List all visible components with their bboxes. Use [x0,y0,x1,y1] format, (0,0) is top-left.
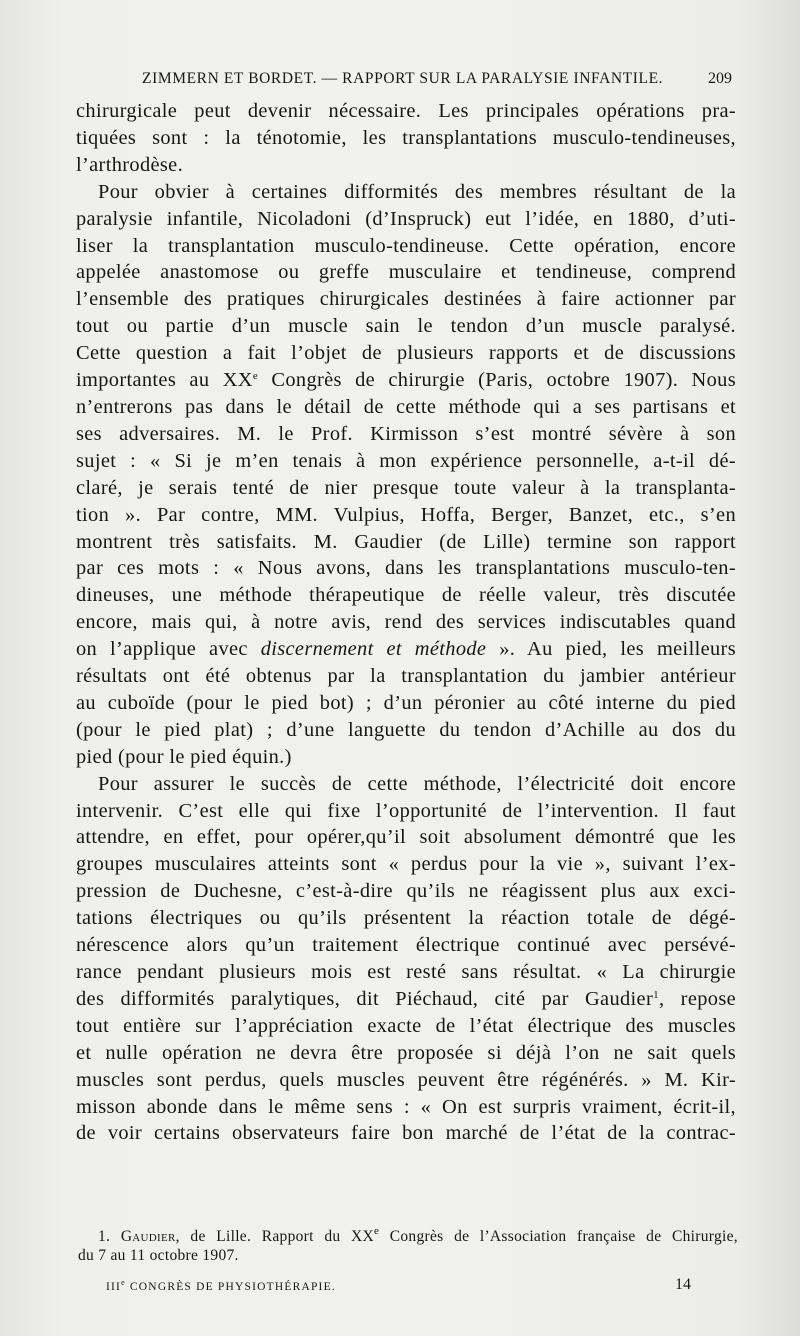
text-line: tout entière sur l’appréciation exacte de l’état électrique des muscles [76,1014,736,1037]
text-line: appelée anastomose ou greffe musculaire et tendineuse, comprend [76,261,736,284]
sheet-number: 14 [675,1276,691,1293]
text-line: et nulle opération ne devra être proposée si déjà l’on ne sait quels [76,1041,736,1064]
text-line: montrent très satisfaits. M. Gaudier (de Lille) termine son rapport [76,530,736,553]
page-header [0,70,800,100]
footnote-line [78,1225,738,1247]
text-line: Pour assurer le succès de cette méthode, l’électricité doit encore [98,772,736,795]
italic-phrase: discernement et méthode [260,638,487,661]
text-fragment: , de Lille. Rapport du XX [175,1228,374,1245]
printer-signature [106,1278,336,1293]
text-fragment: des difformités paralytiques, dit Piéchaud, cité par Gaudier [76,987,654,1010]
text-fragment: on l’applique avec [76,638,261,661]
text-line: n’entrerons pas dans le détail de cette méthode qui a ses partisans et [76,395,736,418]
text-line: intervenir. C’est elle qui fixe l’opportunité de l’intervention. Il faut [76,799,736,822]
text-line: claré, je serais tenté de nier presque toute valeur à la transplanta- [76,476,736,499]
signature-text: CONGRÈS DE PHYSIOTHÉRAPIE. [125,1281,336,1293]
text-line: tations électriques ou qu’ils présentent la réaction totale de dégé- [76,907,736,930]
text-line [76,367,736,394]
text-line: ses adversaires. M. le Prof. Kirmisson s’est montré sévère à son [76,422,736,445]
text-fragment: Congrès de chirurgie (Paris, octobre 1907). Nous [258,369,736,392]
signature-numeral: III [106,1281,122,1293]
text-line: Cette question a fait l’objet de plusieurs rapports et de discussions [76,342,736,365]
text-fragment: importantes au XX [76,369,253,392]
text-line: muscles sont perdus, quels muscles peuvent être régénérés. » M. Kir- [76,1068,736,1091]
page-number: 209 [708,70,732,87]
text-line: tion ». Par contre, MM. Vulpius, Hoffa, Berger, Banzet, etc., s’en [76,503,736,526]
text-fragment: , repose [658,987,737,1010]
text-line: tout ou partie d’un muscle sain le tendon d’un muscle paralysé. [76,315,736,338]
text-line: l’ensemble des pratiques chirurgicales destinées à faire actionner par [76,288,736,311]
text-line: tiquées sont : la ténotomie, les transplantations musculo-tendineuses, [76,126,736,149]
text-fragment: ». Au pied, les meilleurs [486,638,736,661]
text-line: Pour obvier à certaines difformités des membres résultant de la [98,180,736,203]
text-line [76,636,736,663]
text-line: misson abonde dans le même sens : « On est surpris vraiment, écrit-il, [76,1095,736,1118]
text-line: résultats ont été obtenus par la transplantation du jambier antérieur [76,665,736,688]
footnote-marker: 1. [98,1228,111,1245]
text-line: attendre, en effet, pour opérer,qu’il soit absolument démontré que les [76,826,736,849]
text-line: de voir certains observateurs faire bon marché de l’état de la contrac- [76,1122,736,1145]
footnote-line: du 7 au 11 octobre 1907. [78,1246,239,1264]
text-line: nérescence alors qu’un traitement électrique continué avec persévé- [76,934,736,957]
text-line: au cuboïde (pour le pied bot) ; d’un péronier au côté interne du pied [76,691,736,714]
text-line: (pour le pied plat) ; d’une languette du tendon d’Achille au dos du [76,718,736,741]
running-head: ZIMMERN ET BORDET. — RAPPORT SUR LA PARALYSIE INFANTILE. [142,70,664,87]
text-line: encore, mais qui, à notre avis, rend des services indiscutables quand [76,611,736,634]
superscript: e [252,370,259,383]
text-line: l’arthrodèse. [76,153,184,176]
text-line: paralysie infantile, Nicoladoni (d’Inspruck) eut l’idée, en 1880, d’uti- [76,207,736,230]
text-line: dineuses, une méthode thérapeutique de réelle valeur, très discutée [76,584,736,607]
body-text [76,98,736,1147]
text-line: groupes musculaires atteints sont « perdus pour la vie », suivant l’ex- [76,853,736,876]
text-line: chirurgicale peut devenir nécessaire. Les principales opérations pra- [76,100,736,122]
text-line: sujet : « Si je m’en tenais à mon expérience personnelle, a-t-il dé- [76,449,736,472]
text-line: par ces mots : « Nous avons, dans les transplantations musculo-ten- [76,557,736,580]
text-line: pied (pour le pied équin.) [76,745,292,768]
footnote-reference: 1 [653,988,659,1001]
text-line: liser la transplantation musculo-tendineuse. Cette opération, encore [76,234,736,257]
superscript: e [373,1225,380,1237]
text-line: pression de Duchesne, c’est-à-dire qu’ils ne réagissent plus aux exci- [76,880,736,903]
text-fragment: Congrès de l’Association française de Chirurgie, [379,1228,738,1245]
text-line: rance pendant plusieurs mois est resté sans résultat. « La chirurgie [76,961,736,983]
footnote [78,1225,738,1265]
superscript: e [121,1278,126,1287]
text-line [76,986,736,1013]
footnote-author: Gaudier [120,1228,176,1245]
